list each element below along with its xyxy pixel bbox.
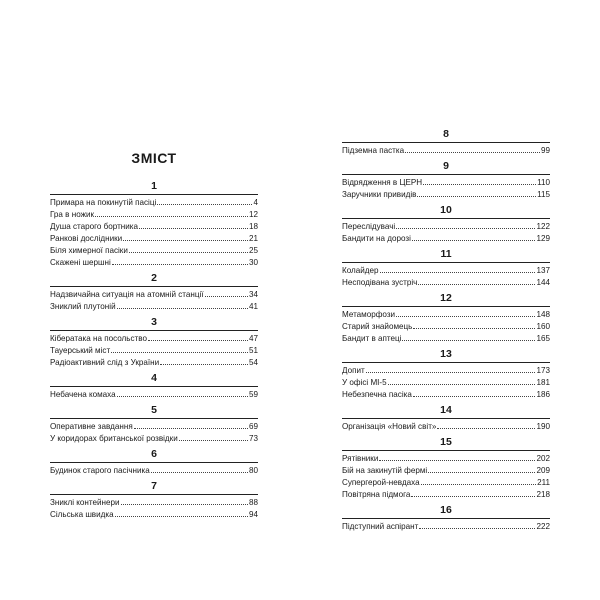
entry-title: Заручники привидів [342, 190, 417, 199]
chapter-number: 13 [440, 348, 452, 360]
entry-title: Примара на покинутій пасіці [50, 198, 157, 207]
entry-page-number: 110 [537, 178, 550, 187]
toc-title: ЗМІСТ [131, 150, 177, 166]
toc-entry [50, 244, 258, 256]
chapter-divider [342, 262, 550, 263]
chapter-block [342, 504, 550, 532]
entry-title: Гра в ножик [50, 210, 95, 219]
entry-title: Супергерой-невдаха [342, 478, 420, 487]
chapter-number: 5 [151, 404, 157, 416]
chapter-number: 11 [440, 248, 452, 260]
entry-page-number: 129 [536, 234, 550, 243]
toc-entry [342, 364, 550, 376]
entry-page-number: 99 [540, 146, 550, 155]
toc-entry [342, 420, 550, 432]
chapter-divider [50, 462, 258, 463]
toc-entry [342, 320, 550, 332]
entry-page-number: 209 [536, 466, 550, 475]
dot-leader [396, 220, 535, 229]
toc-entry [50, 388, 258, 400]
dot-leader [388, 376, 536, 385]
chapter-divider [342, 518, 550, 519]
dot-leader [115, 508, 248, 517]
entry-title: Небезпечна пасіка [342, 390, 412, 399]
left-chapter-list [50, 180, 258, 520]
chapter-divider [342, 174, 550, 175]
entry-page-number: 73 [248, 434, 258, 443]
chapter-divider [50, 494, 258, 495]
toc-entry [50, 232, 258, 244]
entry-page-number: 54 [248, 358, 258, 367]
entry-title: Метаморфози [342, 310, 396, 319]
chapter-block [50, 448, 258, 476]
toc-entry [50, 220, 258, 232]
dot-leader [123, 232, 248, 241]
dot-leader [419, 520, 535, 529]
entry-title: Повітряна підмога [342, 490, 411, 499]
chapter-divider [342, 362, 550, 363]
entry-page-number: 94 [248, 510, 258, 519]
chapter-number: 9 [443, 160, 449, 172]
entry-title: Бандит в аптеці [342, 334, 402, 343]
dot-leader [205, 288, 248, 297]
toc-entry [50, 288, 258, 300]
entry-title: Ранкові дослідники [50, 234, 123, 243]
entry-title: Несподівана зустріч [342, 278, 418, 287]
chapter-number: 1 [151, 180, 157, 192]
entry-title: У коридорах британської розвідки [50, 434, 178, 443]
dot-leader [411, 488, 535, 497]
chapter-divider [50, 286, 258, 287]
entry-title: Зниклий плутоній [50, 302, 116, 311]
entry-page-number: 30 [248, 258, 258, 267]
dot-leader [111, 344, 248, 353]
toc-entry [342, 464, 550, 476]
chapter-block [50, 404, 258, 444]
toc-entry [50, 300, 258, 312]
chapter-number: 10 [440, 204, 452, 216]
chapter-block [342, 248, 550, 288]
chapter-divider [342, 418, 550, 419]
toc-entry [342, 332, 550, 344]
toc-entry [50, 356, 258, 368]
toc-entry [50, 496, 258, 508]
toc-entry [50, 432, 258, 444]
entry-page-number: 21 [248, 234, 258, 243]
toc-entry [50, 208, 258, 220]
chapter-number: 12 [440, 292, 452, 304]
entry-page-number: 160 [536, 322, 550, 331]
entry-page-number: 186 [536, 390, 550, 399]
chapter-number: 15 [440, 436, 452, 448]
toc-entry [50, 196, 258, 208]
chapter-number: 14 [440, 404, 452, 416]
dot-leader [160, 356, 248, 365]
chapter-divider [342, 450, 550, 451]
chapter-block [50, 180, 258, 268]
chapter-number: 7 [151, 480, 157, 492]
chapter-number: 6 [151, 448, 157, 460]
entry-title: Будинок старого пасічника [50, 466, 150, 475]
entry-page-number: 4 [253, 198, 258, 207]
dot-leader [437, 420, 535, 429]
dot-leader [396, 308, 535, 317]
entry-title: Бандити на дорозі [342, 234, 411, 243]
entry-title: Радіоактивний слід з України [50, 358, 160, 367]
chapter-block [50, 316, 258, 368]
entry-title: Скажені шершні [50, 258, 111, 267]
entry-title: Переслідувачі [342, 222, 396, 231]
entry-title: Відрядження в ЦЕРН [342, 178, 423, 187]
entry-page-number: 59 [248, 390, 258, 399]
entry-title: Підступний аспірант [342, 522, 419, 531]
chapter-number: 16 [440, 504, 452, 516]
dot-leader [117, 388, 248, 397]
dot-leader [179, 432, 248, 441]
chapter-divider [342, 142, 550, 143]
entry-title: Підземна пастка [342, 146, 405, 155]
entry-page-number: 181 [536, 378, 550, 387]
entry-page-number: 122 [536, 222, 550, 231]
entry-title: Біля химерної пасіки [50, 246, 128, 255]
dot-leader [151, 464, 248, 473]
chapter-block [342, 348, 550, 400]
chapter-block [342, 404, 550, 432]
chapter-divider [342, 306, 550, 307]
entry-page-number: 165 [536, 334, 550, 343]
entry-page-number: 12 [248, 210, 258, 219]
dot-leader [413, 320, 535, 329]
entry-title: Оперативне завдання [50, 422, 133, 431]
right-chapter-list [342, 128, 550, 532]
entry-page-number: 51 [248, 346, 258, 355]
chapter-number: 8 [443, 128, 449, 140]
toc-right-column [342, 128, 550, 536]
toc-entry [342, 452, 550, 464]
entry-page-number: 190 [536, 422, 550, 431]
toc-entry [342, 388, 550, 400]
toc-entry [342, 232, 550, 244]
entry-title: Старий знайомець [342, 322, 413, 331]
dot-leader [421, 476, 536, 485]
entry-page-number: 202 [536, 454, 550, 463]
entry-page-number: 88 [248, 498, 258, 507]
entry-page-number: 115 [537, 190, 550, 199]
entry-title: Душа старого бортника [50, 222, 139, 231]
dot-leader [405, 144, 540, 153]
chapter-divider [50, 330, 258, 331]
entry-page-number: 148 [536, 310, 550, 319]
toc-entry [342, 176, 550, 188]
entry-page-number: 218 [536, 490, 550, 499]
toc-entry [342, 488, 550, 500]
entry-page-number: 144 [536, 278, 550, 287]
chapter-number: 4 [151, 372, 157, 384]
chapter-block [342, 204, 550, 244]
dot-leader [134, 420, 248, 429]
dot-leader [366, 364, 536, 373]
dot-leader [412, 232, 536, 241]
entry-title: Допит [342, 366, 365, 375]
toc-entry [342, 144, 550, 156]
chapter-block [342, 160, 550, 200]
entry-page-number: 34 [248, 290, 258, 299]
entry-page-number: 137 [536, 266, 550, 275]
entry-title: Кібератака на посольство [50, 334, 147, 343]
entry-page-number: 173 [536, 366, 550, 375]
entry-title: Організація «Новий світ» [342, 422, 437, 431]
entry-page-number: 69 [248, 422, 258, 431]
dot-leader [121, 496, 248, 505]
entry-title: Рятівники [342, 454, 379, 463]
dot-leader [402, 332, 535, 341]
chapter-divider [342, 218, 550, 219]
toc-entry [50, 332, 258, 344]
toc-entry [50, 420, 258, 432]
toc-entry [342, 220, 550, 232]
chapter-block [342, 436, 550, 500]
toc-entry [342, 188, 550, 200]
chapter-divider [50, 194, 258, 195]
chapter-block [342, 292, 550, 344]
toc-entry [342, 264, 550, 276]
toc-entry [342, 308, 550, 320]
toc-entry [342, 476, 550, 488]
dot-leader [380, 264, 536, 273]
entry-title: Зниклі контейнери [50, 498, 120, 507]
toc-entry [50, 256, 258, 268]
chapter-block [50, 480, 258, 520]
dot-leader [95, 208, 248, 217]
dot-leader [157, 196, 252, 205]
entry-title: Колайдер [342, 266, 379, 275]
dot-leader [418, 276, 535, 285]
dot-leader [379, 452, 535, 461]
toc-entry [50, 508, 258, 520]
chapter-number: 2 [151, 272, 157, 284]
chapter-block [50, 372, 258, 400]
entry-page-number: 222 [536, 522, 550, 531]
chapter-block [50, 272, 258, 312]
toc-entry [342, 276, 550, 288]
entry-page-number: 211 [537, 478, 550, 487]
entry-title: Небачена комаха [50, 390, 116, 399]
toc-entry [50, 344, 258, 356]
toc-entry [342, 520, 550, 532]
entry-page-number: 47 [248, 334, 258, 343]
entry-page-number: 18 [248, 222, 258, 231]
entry-title: Тауерський міст [50, 346, 111, 355]
entry-title: Надзвичайна ситуація на атомній станції [50, 290, 204, 299]
dot-leader [423, 176, 536, 185]
dot-leader [148, 332, 248, 341]
dot-leader [129, 244, 248, 253]
chapter-number: 3 [151, 316, 157, 328]
entry-page-number: 25 [248, 246, 258, 255]
chapter-divider [50, 418, 258, 419]
toc-left-column [50, 150, 258, 524]
chapter-block [342, 128, 550, 156]
dot-leader [112, 256, 248, 265]
dot-leader [417, 188, 536, 197]
dot-leader [428, 464, 535, 473]
dot-leader [139, 220, 248, 229]
entry-page-number: 80 [248, 466, 258, 475]
entry-title: Бій на закинутій фермі [342, 466, 428, 475]
dot-leader [117, 300, 248, 309]
chapter-divider [50, 386, 258, 387]
dot-leader [413, 388, 536, 397]
entry-page-number: 41 [248, 302, 258, 311]
entry-title: У офісі МІ-5 [342, 378, 387, 387]
toc-entry [342, 376, 550, 388]
entry-title: Сільська швидка [50, 510, 114, 519]
toc-entry [50, 464, 258, 476]
